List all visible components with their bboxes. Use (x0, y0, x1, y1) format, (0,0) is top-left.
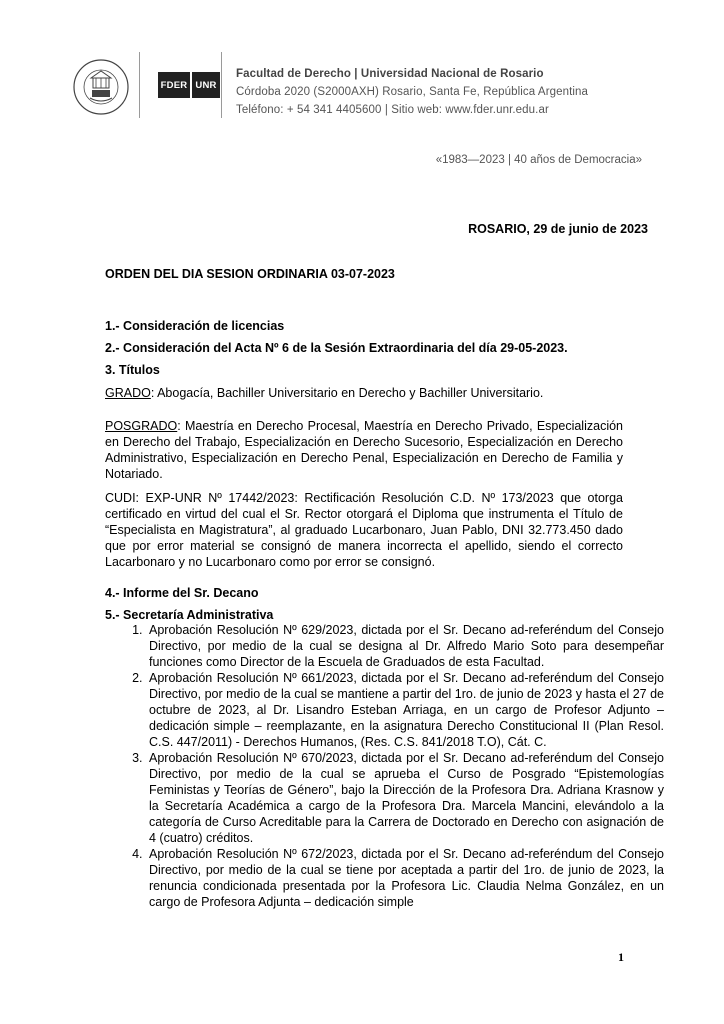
list-item: 2. Aprobación Resolución Nº 661/2023, dictada por el Sr. Decano ad-referéndum del Consejo Directivo, por medio de la cual se mantiene a partir del 1ro. de junio de 2023 y hasta el 27 de octubre de 2023, al Dr. Lisandro Esteban Arriaga, en un cargo de Profesor Adjunto – dedicación simple – reemplazante, en la asignatura Derecho Constitucional II (Plan Resol. C.S. 447/2011) - Derechos Humanos, (Res. C.S. 841/2018 T.O), Cát. C. (146, 670, 664, 750)
header-divider-right (221, 52, 222, 118)
posgrado-paragraph (105, 418, 623, 482)
document-title: ORDEN DEL DIA SESION ORDINARIA 03-07-2023 (105, 267, 395, 281)
grado-label: GRADO (105, 386, 151, 400)
grado-text: : Abogacía, Bachiller Universitario en Derecho y Bachiller Universitario. (150, 386, 544, 400)
cudi-paragraph: CUDI: EXP-UNR Nº 17442/2023: Rectificación Resolución C.D. Nº 173/2023 que otorga certificado en virtud del cual el Sr. Rector otorgará el Diploma que instrumenta el Título de “Especialista en Magistratura”, al graduado Lucarbonaro, Juan Pablo, DNI 32.773.450 dado que por error material se consignó de manera incorrecta el apellido, siendo el correcto Lacarbonaro y no Lucarbonaro como por error se consignó. (105, 491, 623, 569)
page-number: 1 (618, 950, 624, 964)
resolutions-list (105, 622, 664, 910)
list-item: 4. Aprobación Resolución Nº 672/2023, dictada por el Sr. Decano ad-referéndum del Consejo Directivo, por medio de la cual se tiene por aceptada a partir del 1ro. de junio de 2023, la renuncia condicionada presentada por la Profesora Lic. Claudia Nelma González, en un cargo de Profesora Adjunta – dedicación simple (146, 846, 664, 910)
grado-paragraph (105, 385, 623, 401)
university-seal-icon (72, 58, 130, 116)
list-item: 1. Aprobación Resolución Nº 629/2023, dictada por el Sr. Decano ad-referéndum del Consejo Directivo, por medio de la cual se designa al Dr. Alfredo Mario Soto para desempeñar funciones como Director de la Escuela de Graduados de esta Facultad. (146, 622, 664, 670)
item-titulos: 3. Títulos (105, 363, 160, 377)
header-divider (139, 52, 140, 118)
fder-logo: FDER (158, 72, 190, 98)
faculty-contact: Teléfono: + 54 341 4405600 | Sitio web: www.fder.unr.edu.ar (236, 104, 549, 116)
faculty-name: Facultad de Derecho | Universidad Nacional de Rosario (236, 68, 544, 80)
item-informe-decano: 4.- Informe del Sr. Decano (105, 586, 259, 600)
document-date: ROSARIO, 29 de junio de 2023 (468, 222, 648, 236)
item-secretaria-administrativa: 5.- Secretaría Administrativa (105, 608, 274, 622)
posgrado-label: POSGRADO (105, 419, 178, 433)
item-acta: 2.- Consideración del Acta Nº 6 de la Sesión Extraordinaria del día 29-05-2023. (105, 341, 568, 355)
item-licencias: 1.- Consideración de licencias (105, 319, 285, 333)
posgrado-text: : Maestría en Derecho Procesal, Maestría en Derecho Privado, Especialización en Derecho del Trabajo, Especialización en Derecho Sucesorio, Especialización en Derecho Administrativo, Especialización en Derecho Penal, Especialización en Derecho de Familia y Notariado. (105, 419, 623, 481)
list-item: 3. Aprobación Resolución Nº 670/2023, dictada por el Sr. Decano ad-referéndum del Consejo Directivo, por medio de la cual se aprueba el Curso de Posgrado “Epistemologías Feministas y Teorías de Género”, bajo la Dirección de la Profesora Dra. Adriana Krasnow y la Secretaría Académica a cargo de la Profesora Dra. Marcela Mancini, elevándolo a la categoría de Curso Acreditable para la Carrera de Doctorado en Derecho con asignación de 4 (cuatro) créditos. (146, 750, 664, 846)
unr-logo: UNR (192, 72, 220, 98)
faculty-address: Córdoba 2020 (S2000AXH) Rosario, Santa Fe, República Argentina (236, 86, 589, 98)
democracy-motto: «1983—2023 | 40 años de Democracia» (435, 154, 642, 166)
